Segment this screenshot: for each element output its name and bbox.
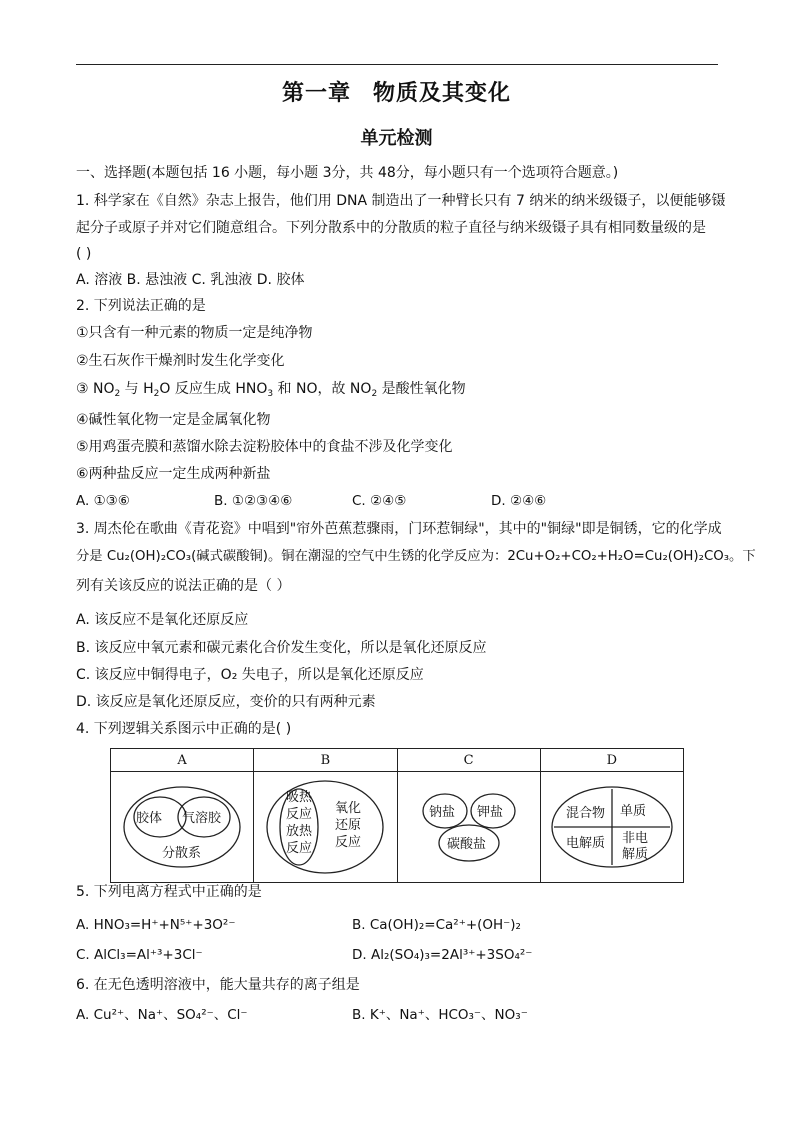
- d-mixture-label: 混合物: [565, 806, 605, 821]
- a-colloid-label: 胶体: [136, 811, 163, 826]
- q5-stem: 5. 下列电离方程式中正确的是: [76, 884, 262, 900]
- q1-line2: 起分子或原子并对它们随意组合。下列分散系中的分散质的粒子直径与纳米级镊子具有相同数量级的是: [76, 220, 706, 236]
- section-instruction: 一、选择题(本题包括 16 小题，每小题 3分，共 48分，每小题只有一个选项符合题意。): [76, 165, 619, 181]
- chapter-label: 第一章: [281, 80, 351, 106]
- svg-text:非电: 非电: [621, 831, 648, 846]
- q2-statement-1: ①只含有一种元素的物质一定是纯净物: [76, 325, 313, 341]
- q5-option-d: D. Al₂(SO₄)₃=2Al³⁺+3SO₄²⁻: [352, 947, 533, 963]
- svg-text:反应: 反应: [286, 807, 313, 822]
- q6-stem: 6. 在无色透明溶液中，能大量共存的离子组是: [76, 977, 360, 993]
- q2-statement-2: ②生石灰作干燥剂时发生化学变化: [76, 353, 285, 369]
- svg-text:吸热: 吸热: [286, 790, 313, 805]
- q3-option-c: C. 该反应中铜得电子，O₂ 失电子，所以是氧化还原反应: [76, 667, 424, 683]
- diagram-b: [254, 772, 397, 883]
- col-header-b: B: [254, 749, 397, 772]
- q2-option-c: C. ②④⑤: [352, 493, 407, 509]
- a-dispersion-label: 分散系: [162, 846, 202, 861]
- page-subtitle: 单元检测: [360, 128, 433, 149]
- q1-options: A. 溶液 B. 悬浊液 C. 乳浊液 D. 胶体: [76, 272, 305, 288]
- col-header-c: C: [397, 749, 540, 772]
- q2-statement-4: ④碱性氧化物一定是金属氧化物: [76, 412, 271, 428]
- q2-option-d: D. ②④⑥: [491, 493, 547, 509]
- c-sodium-label: 钠盐: [428, 805, 455, 820]
- q2-statement-5: ⑤用鸡蛋壳膜和蒸馏水除去淀粉胶体中的食盐不涉及化学变化: [76, 439, 453, 455]
- q5-option-b: B. Ca(OH)₂=Ca²⁺+(OH⁻)₂: [352, 917, 521, 933]
- diagram-d: [540, 772, 683, 883]
- d-element-label: 单质: [619, 804, 646, 819]
- q3-option-a: A. 该反应不是氧化还原反应: [76, 612, 249, 628]
- q2-stem: 2. 下列说法正确的是: [76, 298, 206, 314]
- svg-text:反应: 反应: [286, 841, 313, 856]
- q2-option-b: B. ①②③④⑥: [214, 493, 293, 509]
- svg-text:反应: 反应: [335, 835, 362, 850]
- col-header-a: A: [111, 749, 254, 772]
- q6-option-a: A. Cu²⁺、Na⁺、SO₄²⁻、Cl⁻: [76, 1007, 248, 1023]
- q1-line1: 1. 科学家在《自然》杂志上报告，他们用 DNA 制造出了一种臂长只有 7 纳米的纳米级镊子，以便能够镊: [76, 193, 726, 209]
- diagram-a: [111, 772, 254, 883]
- q3-option-b: B. 该反应中氧元素和碳元素化合价发生变化，所以是氧化还原反应: [76, 640, 487, 656]
- q2-option-a: A. ①③⑥: [76, 493, 130, 509]
- a-aerosol-label: 气溶胶: [182, 811, 222, 826]
- page-title: [0, 76, 793, 107]
- c-carbonate-label: 碳酸盐: [446, 837, 486, 852]
- c-potassium-label: 钾盐: [476, 805, 503, 820]
- svg-text:放热: 放热: [286, 824, 313, 839]
- q3-line3: 列有关该反应的说法正确的是（ ）: [76, 578, 291, 594]
- q6-option-b: B. K⁺、Na⁺、HCO₃⁻、NO₃⁻: [352, 1007, 528, 1023]
- q3-line2: 分是 Cu₂(OH)₂CO₃(碱式碳酸铜)。铜在潮湿的空气中生锈的化学反应为：2Cu+O₂+CO₂+H₂O=Cu₂(OH)₂CO₃。下: [76, 549, 756, 564]
- chapter-title: 物质及其变化: [373, 80, 512, 106]
- svg-text:还原: 还原: [335, 818, 362, 833]
- q5-option-a: A. HNO₃=H⁺+N⁵⁺+3O²⁻: [76, 917, 236, 933]
- q5-option-c: C. AlCl₃=Al⁺³+3Cl⁻: [76, 947, 203, 963]
- q4-diagram-table: [110, 748, 684, 883]
- diagram-c: [397, 772, 540, 883]
- col-header-d: D: [540, 749, 683, 772]
- q1-line3: ( ): [76, 246, 92, 262]
- q3-line1: 3. 周杰伦在歌曲《青花瓷》中唱到"帘外芭蕉惹骤雨，门环惹铜绿"，其中的"铜绿"即是铜锈，它的化学成: [76, 521, 722, 537]
- q2-statement-6: ⑥两种盐反应一定生成两种新盐: [76, 466, 271, 482]
- d-electrolyte-label: 电解质: [565, 836, 605, 851]
- svg-text:氧化: 氧化: [335, 801, 362, 816]
- header-rule: [76, 64, 718, 65]
- svg-text:解质: 解质: [621, 847, 648, 862]
- q2-statement-3: ③ $NO_2$ 与 $H_2O$ 反应生成 $HNO_3$ 和 NO，故 $NO_2$ 是酸性氧化物: [76, 381, 466, 399]
- q4-stem: 4. 下列逻辑关系图示中正确的是( ): [76, 721, 292, 737]
- q3-option-d: D. 该反应是氧化还原反应，变价的只有两种元素: [76, 694, 376, 710]
